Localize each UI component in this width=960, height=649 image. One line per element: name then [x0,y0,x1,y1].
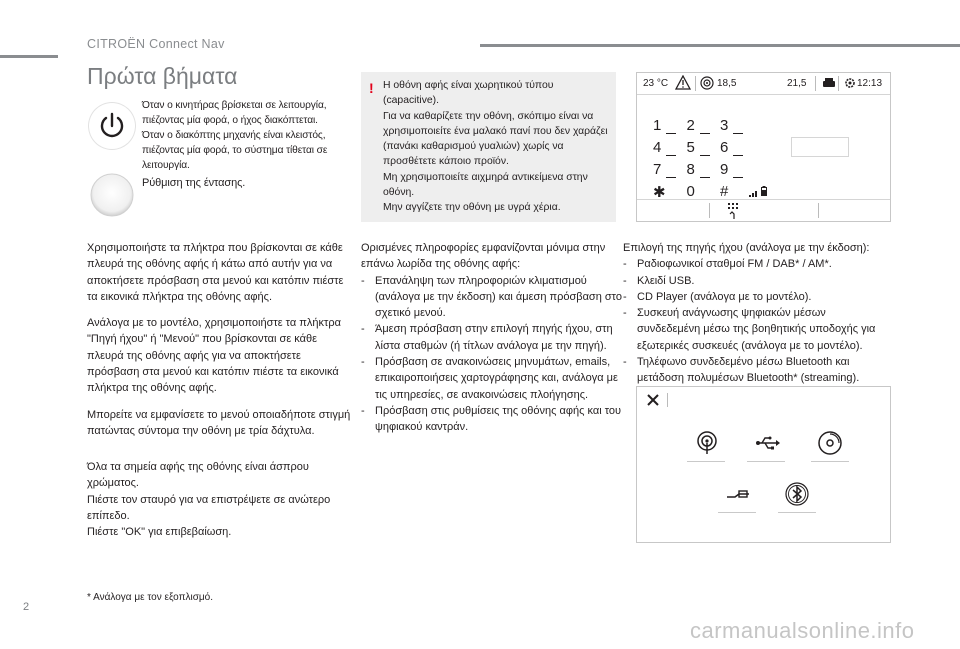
warning-box [361,72,616,222]
middle-column [361,240,623,436]
paragraph: Χρησιμοποιήστε τα πλήκτρα που βρίσκονται σε κάθε πλευρά της οθόνης αφής ή κάτω από αυτήν για να αποκτήσετε πρόσβαση στα μενού και κατόπιν πιέστε τα εικονικά πλήκτρα της οθόνης αφής. [87,242,344,303]
close-icon [647,393,659,411]
header-rule-right [480,44,960,47]
list-item: - Τηλέφωνο συνδεδεμένο μέσω Bluetooth και μετάδοση πολυμέσων Bluetooth* (streaming). [623,354,885,387]
source-list [623,256,885,386]
key: 3 [720,117,748,139]
divider [709,203,710,218]
warning-triangle-icon [675,75,691,93]
list-item: - Άμεση πρόσβαση στην επιλογή πηγής ήχου, στη λίστα σταθμών (ή τίτλων ανάλογα με την πηγή). [361,321,623,354]
section-header: CITROËN Connect Nav [87,37,225,51]
divider [667,393,668,407]
volume-description: Ρύθμιση της έντασης. [142,177,246,189]
list-item: - Επανάληψη των πληροφοριών κλιματισμού (ανάλογα με την έκδοση) και άμεση πρόσβαση στο σχετικό μενού. [361,273,623,322]
paragraph: Μπορείτε να εμφανίσετε το μενού οποιαδήποτε στιγμή πατώντας σύντομα την οθόνη με τρία δάχτυλα. [87,408,351,437]
warning-line: Για να καθαρίζετε την οθόνη, σκόπιμο είναι να χρησιμοποιείτε ένα μαλακό πανί που δεν χαράζει (πανάκι καθαρισμού γυαλιών) χωρίς να προσθέτετε κάποιο προϊόν. [383,110,608,168]
divider [818,203,819,218]
paragraph: Ανάλογα με το μοντέλο, χρησιμοποιήστε τα πλήκτρα "Πηγή ήχου" ή "Μενού" που βρίσκονται σε κάθε πλευρά της οθόνης αφής για να αποκτήσετε πρόσβαση στα μενού και κατόπιν πιέστε τα εικονικά πλήκτρα της οθόνης αφής. [87,317,341,395]
paragraph: Πιέστε "OK" για επιβεβαίωση. [87,526,232,539]
list-item: - CD Player (ανάλογα με το μοντέλο). [623,289,885,305]
car-icon [822,77,836,92]
paragraph: Όλα τα σημεία αφής της οθόνης είναι άσπρου χρώματος. [87,461,309,490]
list-item: - Ραδιοφωνικοί σταθμοί FM / DAB* / AM*. [623,256,885,272]
divider [695,76,696,91]
left-column [87,240,352,449]
warning-line: Η οθόνη αφής είναι χωρητικού τύπου (capacitive). [383,80,554,107]
number-display [791,137,849,157]
right-temperature: 21,5 [787,78,807,89]
cd-icon [817,430,843,456]
list-item: - Κλειδί USB. [623,273,885,289]
source-selection-illustration [636,386,891,543]
key: 1 [653,117,681,139]
header-rule-left [0,55,58,58]
left-temperature: 18,5 [717,78,737,89]
key: 7 [653,161,681,183]
dial-keypad [653,117,748,205]
right-column [623,240,885,387]
list-item: - Πρόσβαση σε ανακοινώσεις μηνυμάτων, emails, επικαιροποιήσεις χαρτογράφησης και, ανάλογα με τις υπηρεσίες, σε ανακοινώσεις πλοήγησης. [361,354,623,403]
left-column-lower [87,459,352,540]
key: 8 [687,161,715,183]
key: 9 [720,161,748,183]
warning-icon: ! [369,80,374,96]
info-list [361,273,623,436]
divider [815,76,816,91]
aux-jack-icon [725,481,751,507]
key: # [720,183,748,205]
watermark: carmanualsonline.info [690,618,915,643]
touchscreen-illustration [636,72,891,222]
paragraph: Πιέστε τον σταυρό για να επιστρέψετε σε ανώτερο επίπεδο. [87,493,331,522]
footnote: * Ανάλογα με τον εξοπλισμό. [87,592,213,603]
divider [838,76,839,91]
warning-line: Μη χρησιμοποιείτε αιχμηρά αντικείμενα στην οθόνη. [383,171,588,199]
paragraph: Ορισμένες πληροφορίες εμφανίζονται μόνιμα στην επάνω λωρίδα της οθόνης αφής: [361,242,606,271]
clock: 12:13 [857,78,883,89]
status-bar [637,73,890,95]
list-item: - Πρόσβαση στις ρυθμίσεις της οθόνης αφής και του ψηφιακού καντράν. [361,403,623,436]
volume-knob-icon [89,172,135,218]
key: 6 [720,139,748,161]
key: 4 [653,139,681,161]
warning-line: Μην αγγίζετε την οθόνη με υγρά χέρια. [383,202,561,214]
key: 5 [687,139,715,161]
usb-icon [754,430,780,456]
phone-grid-icon [727,202,741,225]
gear-icon [843,76,857,93]
screen-bottom-bar [637,199,890,221]
outside-temperature: 23 °C [643,78,669,89]
page-number: 2 [23,601,30,613]
power-description: Όταν ο κινητήρας βρίσκεται σε λειτουργία, πιέζοντας μία φορά, ο ήχος διακόπτεται. Όταν ο διακόπτης μηχανής είναι κλειστός, πιέζοντας μία φορά, το σύστημα τίθεται σε λειτουργία. [142,100,328,171]
key: 0 [687,183,715,205]
key: ✱ [653,183,681,205]
radio-source-icon [694,430,720,456]
page-title: Πρώτα βήματα [87,63,238,89]
bluetooth-icon [784,481,810,507]
list-item: - Συσκευή ανάγνωσης ψηφιακών μέσων συνδεδεμένη μέσω της βοηθητικής υποδοχής για εξωτερικές συσκευές (ανάλογα με το μοντέλο). [623,305,885,354]
key: 2 [687,117,715,139]
radio-icon [700,76,714,94]
power-button-icon [89,103,135,149]
warning-text [383,78,611,216]
paragraph: Επιλογή της πηγής ήχου (ανάλογα με την έκδοση): [623,242,870,254]
